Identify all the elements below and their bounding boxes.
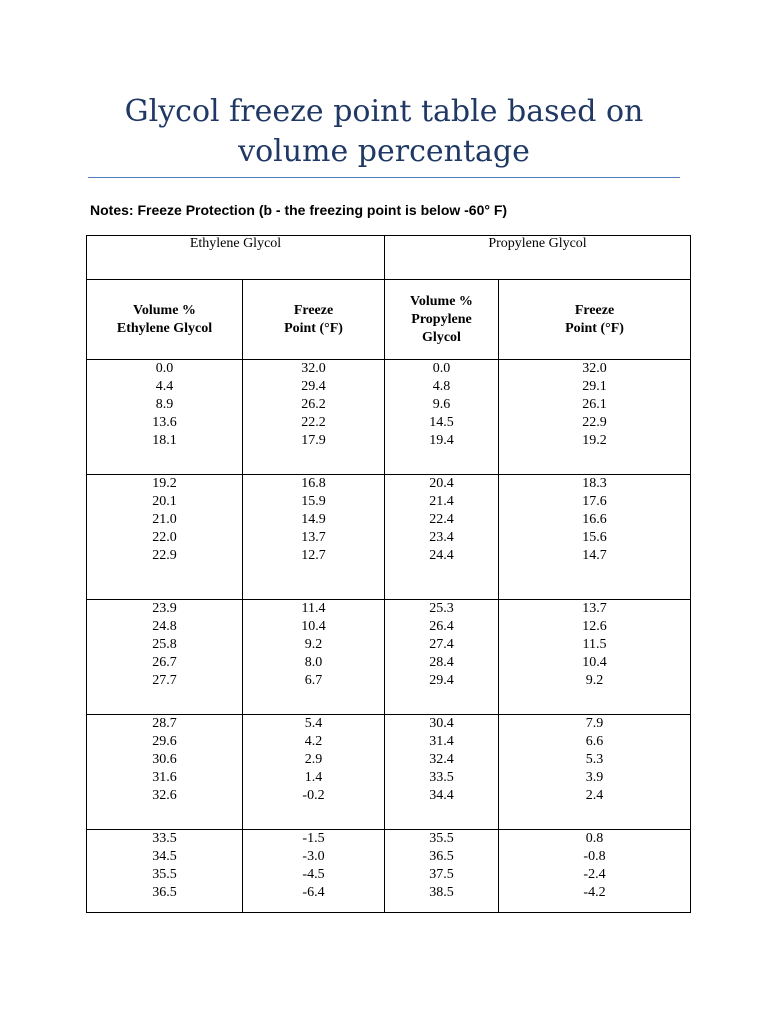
cell-value: 31.6 [152,770,177,785]
cell-ethylene-volume [87,360,243,475]
cell-value: 4.8 [432,379,451,394]
cell-value: 34.4 [429,788,454,803]
cell-value: 27.4 [429,637,454,652]
cell-value: 25.3 [429,601,454,616]
cell-value: 14.9 [301,512,326,527]
cell-value: 29.4 [301,379,326,394]
table-row [87,475,691,600]
cell-value: 8.0 [304,655,323,670]
cell-propylene-volume [385,600,499,715]
cell-value: 28.7 [152,716,177,731]
cell-value: 10.4 [301,619,326,634]
column-header-line: Ethylene Glycol [116,320,213,336]
cell-value: 9.6 [432,397,451,412]
cell-value: 26.2 [301,397,326,412]
cell-value: 12.7 [301,548,326,563]
freeze-point-table [86,235,691,913]
cell-value: 32.6 [152,788,177,803]
column-header-propylene-volume [385,280,499,360]
title-divider [88,177,680,178]
column-header-ethylene-freeze [243,280,385,360]
cell-ethylene-freeze [243,600,385,715]
cell-propylene-freeze [499,360,691,475]
cell-value: 19.4 [429,433,454,448]
cell-value: 20.4 [429,476,454,491]
cell-ethylene-volume [87,830,243,913]
group-header-ethylene: Ethylene Glycol [87,236,385,280]
cell-value: 23.4 [429,530,454,545]
cell-value: 33.5 [152,831,177,846]
cell-value: -2.4 [583,867,606,882]
cell-value: 21.4 [429,494,454,509]
cell-value: 12.6 [582,619,607,634]
cell-value: 22.4 [429,512,454,527]
cell-value: 2.4 [585,788,604,803]
cell-value: 11.5 [582,637,607,652]
column-header-line: Propylene [411,311,472,327]
cell-value: 37.5 [429,867,454,882]
cell-value: 6.7 [304,673,323,688]
cell-value: 34.5 [152,849,177,864]
cell-value: 36.5 [429,849,454,864]
table-body [87,360,691,913]
cell-value: 29.6 [152,734,177,749]
cell-value: 22.0 [152,530,177,545]
cell-value: 4.2 [304,734,323,749]
column-header-line: Point (°F) [284,320,343,336]
cell-value: 0.0 [155,361,174,376]
cell-value: 36.5 [152,885,177,900]
cell-ethylene-volume [87,475,243,600]
table-row [87,600,691,715]
cell-value: 17.9 [301,433,326,448]
cell-value: 13.7 [582,601,607,616]
cell-value: 22.9 [582,415,607,430]
cell-ethylene-freeze [243,475,385,600]
cell-ethylene-volume [87,715,243,830]
cell-value: 26.4 [429,619,454,634]
notes-text: Notes: Freeze Protection (b - the freezing point is below -60° F) [90,202,508,218]
cell-propylene-volume [385,475,499,600]
cell-value: 26.7 [152,655,177,670]
column-header-line: Volume % [133,302,196,318]
cell-value: 22.2 [301,415,326,430]
cell-ethylene-freeze [243,830,385,913]
cell-value: 7.9 [585,716,604,731]
cell-value: 17.6 [582,494,607,509]
cell-value: 35.5 [429,831,454,846]
cell-value: 5.4 [304,716,323,731]
title-line-2: volume percentage [238,134,530,169]
cell-value: 5.3 [585,752,604,767]
cell-value: 18.3 [582,476,607,491]
cell-value: 9.2 [585,673,604,688]
cell-propylene-volume [385,830,499,913]
cell-value: 2.9 [304,752,323,767]
cell-value: -0.2 [302,788,325,803]
cell-value: 35.5 [152,867,177,882]
cell-value: -6.4 [302,885,325,900]
cell-value: 38.5 [429,885,454,900]
cell-value: 15.6 [582,530,607,545]
cell-value: 14.7 [582,548,607,563]
cell-value: 0.8 [585,831,604,846]
cell-value: 20.1 [152,494,177,509]
cell-value: 22.9 [152,548,177,563]
cell-propylene-volume [385,715,499,830]
column-header-line: Freeze [574,302,615,318]
cell-value: 30.4 [429,716,454,731]
cell-value: 0.0 [432,361,451,376]
table-row [87,360,691,475]
cell-value: -0.8 [583,849,606,864]
cell-value: 8.9 [155,397,174,412]
cell-value: 32.0 [301,361,326,376]
cell-value: 15.9 [301,494,326,509]
cell-value: 24.8 [152,619,177,634]
group-header-propylene: Propylene Glycol [385,236,691,280]
cell-value: 14.5 [429,415,454,430]
cell-value: 10.4 [582,655,607,670]
cell-value: -4.5 [302,867,325,882]
column-header-line: Point (°F) [565,320,624,336]
cell-value: 13.7 [301,530,326,545]
cell-value: 29.4 [429,673,454,688]
cell-value: 25.8 [152,637,177,652]
cell-value: 6.6 [585,734,604,749]
cell-propylene-volume [385,360,499,475]
cell-value: 16.8 [301,476,326,491]
cell-value: 9.2 [304,637,323,652]
cell-value: 30.6 [152,752,177,767]
cell-propylene-freeze [499,475,691,600]
cell-ethylene-freeze [243,360,385,475]
page-title [88,92,680,172]
cell-value: 29.1 [582,379,607,394]
cell-value: 33.5 [429,770,454,785]
cell-ethylene-freeze [243,715,385,830]
column-header-line: Freeze [293,302,334,318]
column-header-propylene-freeze [499,280,691,360]
cell-value: 32.4 [429,752,454,767]
cell-value: 32.0 [582,361,607,376]
cell-propylene-freeze [499,830,691,913]
cell-value: 31.4 [429,734,454,749]
table-row [87,715,691,830]
cell-value: 19.2 [152,476,177,491]
cell-value: 18.1 [152,433,177,448]
cell-value: 16.6 [582,512,607,527]
cell-value: -1.5 [302,831,325,846]
cell-value: 23.9 [152,601,177,616]
cell-value: 4.4 [155,379,174,394]
cell-value: 11.4 [301,601,326,616]
cell-value: 3.9 [585,770,604,785]
cell-value: 27.7 [152,673,177,688]
cell-value: 13.6 [152,415,177,430]
cell-value: -3.0 [302,849,325,864]
cell-value: 26.1 [582,397,607,412]
table-row [87,830,691,913]
cell-propylene-freeze [499,600,691,715]
cell-ethylene-volume [87,600,243,715]
cell-value: 28.4 [429,655,454,670]
title-line-1: Glycol freeze point table based on [124,94,644,129]
column-header-line: Volume % [410,293,473,309]
cell-propylene-freeze [499,715,691,830]
cell-value: 24.4 [429,548,454,563]
cell-value: -4.2 [583,885,606,900]
column-header-ethylene-volume [87,280,243,360]
cell-value: 21.0 [152,512,177,527]
cell-value: 19.2 [582,433,607,448]
cell-value: 1.4 [304,770,323,785]
column-header-line: Glycol [422,329,461,345]
